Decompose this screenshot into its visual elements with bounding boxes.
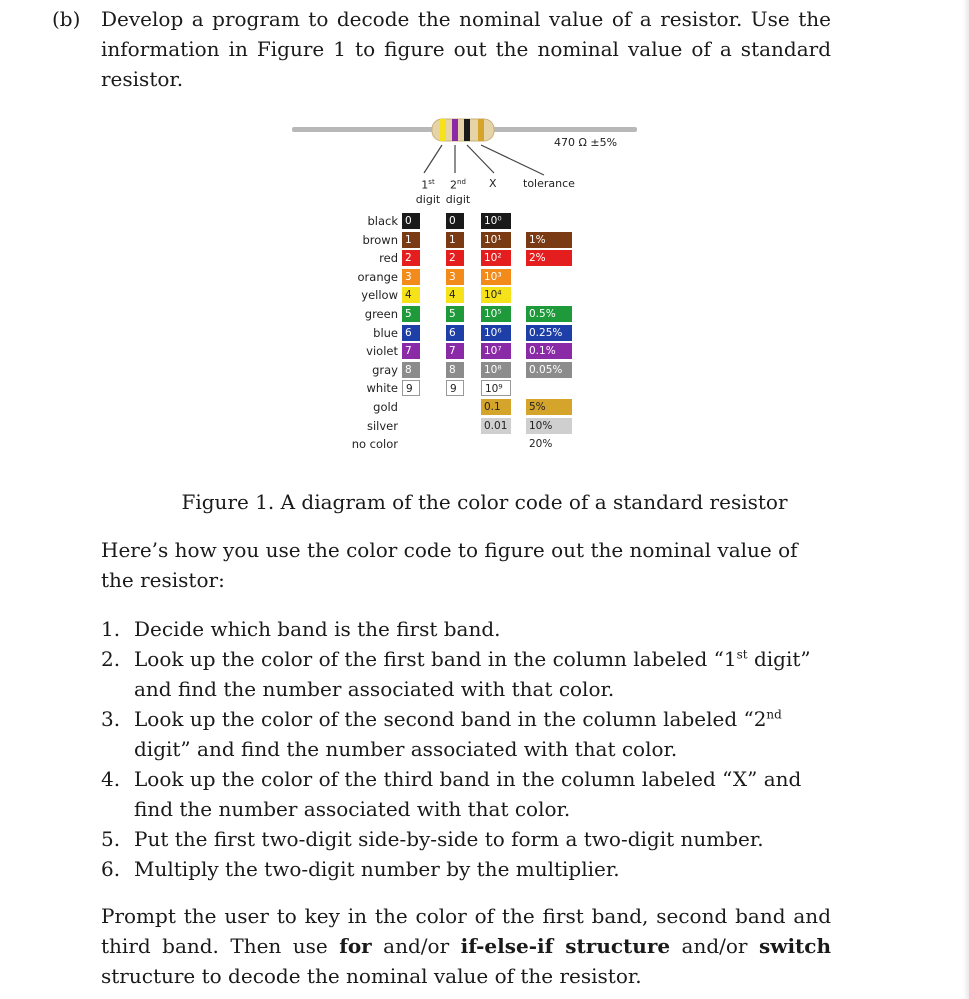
tolerance-cell: 5%	[526, 399, 572, 415]
multiplier-cell: 10⁷	[481, 343, 511, 359]
question-text: Develop a program to decode the nominal value of a resistor. Use the information in Figure 1 to figure out the nominal value of a standard resistor.	[101, 7, 831, 91]
step-item: 5. Put the first two-digit side-by-side to form a two-digit number.	[101, 827, 764, 851]
step-item: 6. Multiply the two-digit number by the multiplier.	[101, 857, 620, 881]
digit2-cell: 3	[446, 269, 464, 285]
header-first-digit: 1st digit	[415, 178, 441, 206]
pointer-line-4	[481, 145, 544, 175]
step-item: 4. Look up the color of the third band in the column labeled “X” and find the number associated with that color.	[101, 767, 802, 821]
tolerance-cell: 0.05%	[526, 362, 572, 378]
digit2-cell: 1	[446, 232, 464, 248]
multiplier-cell: 10⁴	[481, 287, 511, 303]
digit2-cell: 0	[446, 213, 464, 229]
digit1-cell: 6	[402, 325, 420, 341]
color-name-label: gray	[372, 362, 398, 377]
step-item: 1. Decide which band is the first band.	[101, 617, 501, 641]
digit2-cell: 7	[446, 343, 464, 359]
tolerance-cell: 20%	[529, 438, 553, 451]
header-multiplier: X	[489, 177, 497, 190]
resistor-value-label: 470 Ω ±5%	[554, 136, 618, 149]
tolerance-cell: 0.1%	[526, 343, 572, 359]
tolerance-cell: 0.25%	[526, 325, 572, 341]
color-name-label: red	[379, 251, 398, 266]
digit1-cell: 4	[402, 287, 420, 303]
multiplier-cell: 10⁹	[481, 380, 511, 396]
resistor-band-yellow	[440, 119, 446, 141]
tolerance-cell: 10%	[526, 418, 572, 434]
keyword-if-else-if: if-else-if structure	[460, 934, 671, 958]
resistor-color-code-figure	[282, 105, 652, 467]
header-tolerance: tolerance	[523, 177, 575, 190]
color-name-label: silver	[367, 418, 398, 433]
header-second-digit: 2nd digit	[445, 178, 471, 206]
digit1-cell: 7	[402, 343, 420, 359]
intro-paragraph: Here’s how you use the color code to figure out the nominal value of the resistor:	[101, 538, 798, 592]
multiplier-cell: 0.1	[481, 399, 511, 415]
color-name-label: no color	[351, 437, 398, 452]
digit1-cell: 1	[402, 232, 420, 248]
color-name-label: yellow	[361, 288, 398, 303]
digit1-cell: 2	[402, 250, 420, 266]
multiplier-cell: 10⁰	[481, 213, 511, 229]
figure-caption: Figure 1. A diagram of the color code of a standard resistor	[181, 490, 788, 514]
digit1-cell: 3	[402, 269, 420, 285]
digit1-cell: 0	[402, 213, 420, 229]
resistor-band-black	[464, 119, 470, 141]
tolerance-cell: 2%	[526, 250, 572, 266]
color-name-label: black	[367, 214, 398, 228]
tolerance-cell: 1%	[526, 232, 572, 248]
resistor-band-violet	[452, 119, 458, 141]
steps-list	[101, 614, 831, 884]
keyword-switch: switch	[758, 934, 831, 958]
digit1-cell: 8	[402, 362, 420, 378]
question-label: (b)	[52, 7, 81, 31]
multiplier-cell: 10³	[481, 269, 511, 285]
multiplier-cell: 10⁸	[481, 362, 511, 378]
multiplier-cell: 10⁵	[481, 306, 511, 322]
digit2-cell: 9	[446, 380, 464, 396]
color-name-label: gold	[373, 400, 398, 414]
digit2-cell: 6	[446, 325, 464, 341]
multiplier-cell: 10²	[481, 250, 511, 266]
color-name-label: white	[366, 381, 398, 396]
resistor-band-gold	[478, 119, 484, 141]
prompt-paragraph: Prompt the user to key in the color of the first band, second band and third band. Then use for and/or if-else-if structure and/or switch structure to decode the nominal value of the resistor.	[101, 904, 831, 988]
digit2-cell: 8	[446, 362, 464, 378]
multiplier-cell: 0.01	[481, 418, 511, 434]
color-name-label: blue	[373, 325, 398, 340]
multiplier-cell: 10⁶	[481, 325, 511, 341]
step-item: 3. Look up the color of the second band in the column labeled “2nd digit” and find the number associated with that color.	[101, 707, 782, 761]
pointer-line-1	[424, 145, 442, 173]
color-name-label: green	[364, 307, 398, 321]
multiplier-cell: 10¹	[481, 232, 511, 248]
digit2-cell: 2	[446, 250, 464, 266]
digit2-cell: 4	[446, 287, 464, 303]
digit1-cell: 9	[402, 380, 420, 396]
digit1-cell: 5	[402, 306, 420, 322]
step-item: 2. Look up the color of the first band in the column labeled “1st digit” and find the number associated with that color.	[101, 647, 811, 701]
color-name-label: orange	[357, 269, 398, 284]
keyword-for: for	[339, 934, 372, 958]
tolerance-cell: 0.5%	[526, 306, 572, 322]
color-name-label: violet	[366, 344, 398, 359]
color-name-label: brown	[362, 232, 398, 247]
digit2-cell: 5	[446, 306, 464, 322]
